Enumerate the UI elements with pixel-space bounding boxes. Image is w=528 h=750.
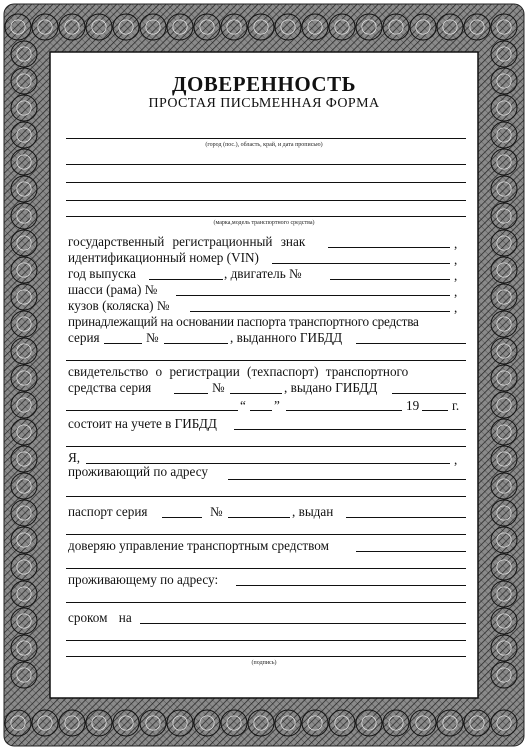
vehicle-line-4[interactable]: [66, 216, 466, 217]
pts-number-field[interactable]: [164, 343, 228, 344]
entrust-label: доверяю управление транспортным средством: [68, 538, 329, 553]
residing-line-2[interactable]: [66, 496, 466, 497]
quote-close: ”: [274, 398, 280, 413]
body-label: кузов (коляска) №: [68, 298, 170, 313]
chassis-label: шасси (рама) №: [68, 282, 158, 297]
quote-open: “: [240, 398, 246, 413]
vehicle-line-2[interactable]: [66, 182, 466, 183]
certificate-label-2: средства серия: [68, 380, 152, 395]
passport-issued-line-2[interactable]: [66, 534, 466, 535]
comma-5: ,: [454, 300, 458, 315]
comma-6: ,: [454, 452, 458, 467]
form-sheet: [56, 58, 472, 692]
engine-field[interactable]: [330, 279, 450, 280]
body-field[interactable]: [190, 311, 450, 312]
engine-label: , двигатель №: [224, 266, 302, 281]
signature-line[interactable]: [66, 656, 466, 657]
cert-issued-field[interactable]: [392, 393, 466, 394]
certificate-label-1: свидетельство о регистрации (техпаспорт) транспортного: [68, 364, 409, 379]
year-label: год выпуска: [68, 266, 136, 281]
cert-number-field[interactable]: [230, 393, 282, 394]
place-date-hint: (город (пос.), область, край, и дата прописью): [205, 142, 323, 148]
registered-label: состоит на учете в ГИБДД: [68, 416, 217, 431]
chassis-field[interactable]: [176, 295, 450, 296]
pts-series-label: серия: [68, 330, 100, 345]
pts-issued-label: , выданного ГИБДД: [230, 330, 343, 345]
vehicle-line-1[interactable]: [66, 164, 466, 165]
year-suffix: г.: [452, 398, 460, 413]
residing-to-field[interactable]: [236, 585, 466, 586]
comma-3: ,: [454, 268, 458, 283]
term-label: сроком на: [68, 610, 132, 625]
cert-series-field[interactable]: [174, 393, 208, 394]
year-prefix: 19: [406, 398, 420, 413]
date-day-field[interactable]: [250, 410, 272, 411]
year-field[interactable]: [149, 279, 223, 280]
comma-2: ,: [454, 252, 458, 267]
passport-issued-label: , выдан: [292, 504, 334, 519]
comma-4: ,: [454, 284, 458, 299]
i-label: Я,: [68, 450, 81, 465]
residing-field[interactable]: [228, 479, 466, 480]
date-month-field[interactable]: [286, 410, 402, 411]
term-line-2[interactable]: [66, 640, 466, 641]
cert-issued-label: , выдано ГИБДД: [284, 380, 378, 395]
vehicle-line-3[interactable]: [66, 200, 466, 201]
reg-sign-field[interactable]: [328, 247, 450, 248]
pts-series-field[interactable]: [104, 343, 142, 344]
vin-field[interactable]: [272, 263, 450, 264]
residing-to-line-2[interactable]: [66, 602, 466, 603]
term-field[interactable]: [140, 623, 466, 624]
passport-number-field[interactable]: [228, 517, 290, 518]
pts-number-sign: №: [146, 330, 159, 345]
document-title: ДОВЕРЕННОСТЬ: [172, 72, 356, 96]
pts-issued-field[interactable]: [356, 343, 466, 344]
date-issuer-field[interactable]: [66, 410, 238, 411]
entrust-line-2[interactable]: [66, 568, 466, 569]
entrust-field[interactable]: [356, 551, 466, 552]
reg-sign-label: государственный регистрационный знак: [68, 234, 306, 249]
belonging-label: принадлежащий на основании паспорта транспортного средства: [68, 314, 419, 329]
passport-series-field[interactable]: [162, 517, 202, 518]
registered-field[interactable]: [234, 429, 466, 430]
passport-series-label: паспорт серия: [68, 504, 148, 519]
residing-label: проживающий по адресу: [68, 464, 208, 479]
date-year-field[interactable]: [422, 410, 448, 411]
document-subtitle: ПРОСТАЯ ПИСЬМЕННАЯ ФОРМА: [148, 96, 380, 111]
vin-label: идентификационный номер (VIN): [68, 250, 259, 265]
vehicle-hint: (марка,модель транспортного средства): [213, 220, 315, 226]
signature-hint: (подпись): [251, 660, 277, 666]
comma-1: ,: [454, 236, 458, 251]
passport-issued-field[interactable]: [346, 517, 466, 518]
place-date-line[interactable]: [66, 138, 466, 139]
registered-line-2[interactable]: [66, 446, 466, 447]
residing-to-label: проживающему по адресу:: [68, 572, 219, 587]
passport-number-sign: №: [210, 504, 223, 519]
pts-issued-line-2[interactable]: [66, 360, 466, 361]
cert-number-sign: №: [212, 380, 225, 395]
